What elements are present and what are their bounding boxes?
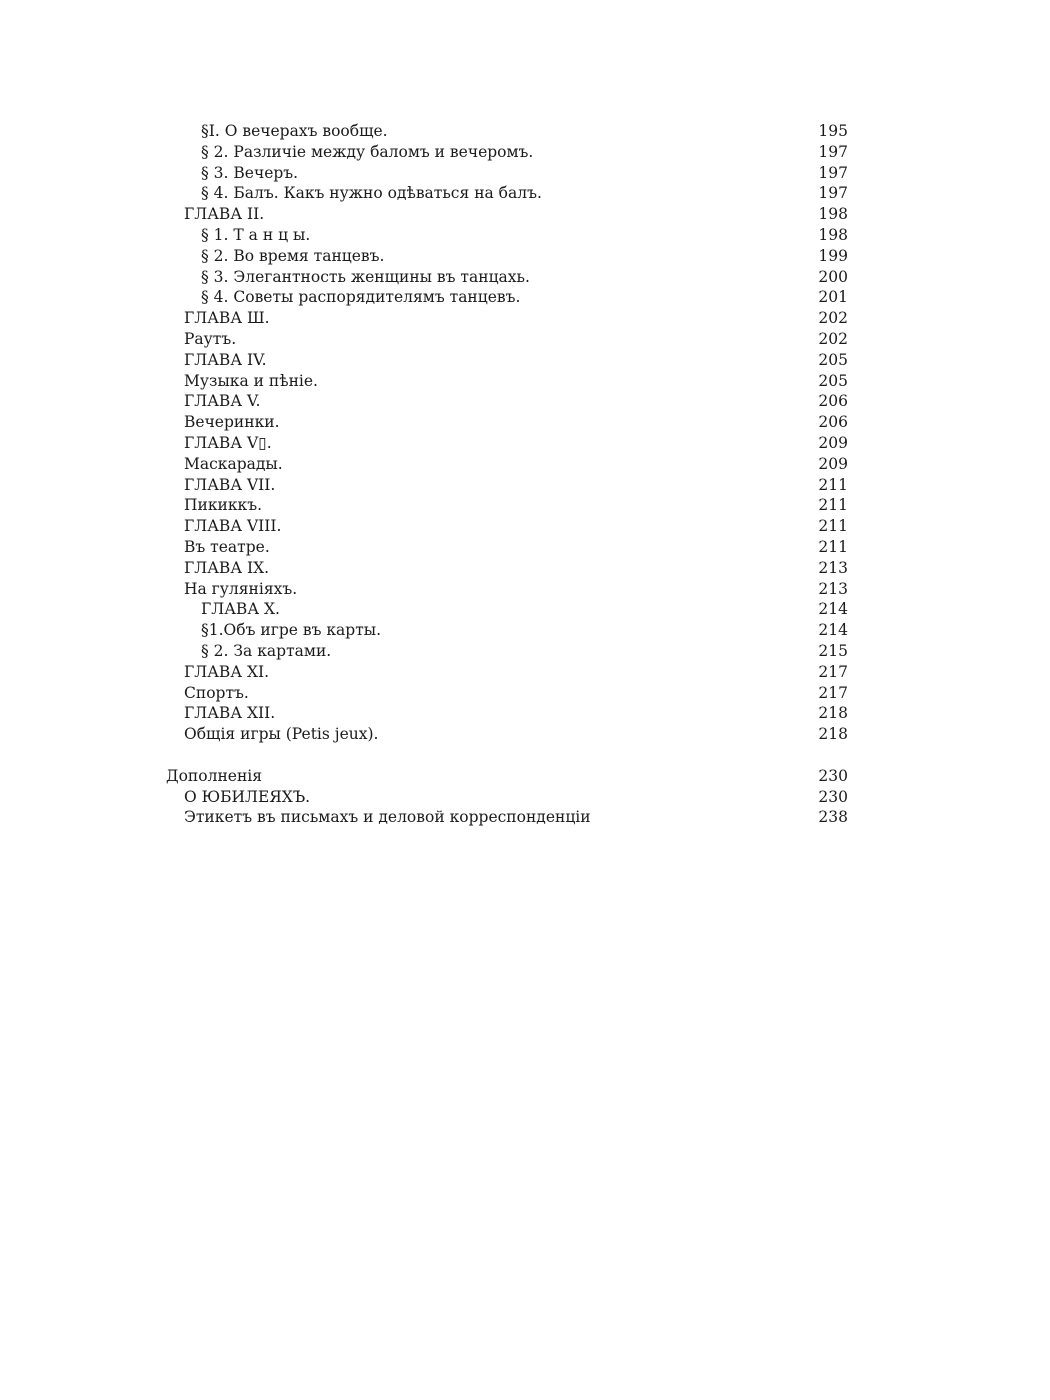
toc-entry-page: 197 (818, 163, 848, 182)
toc-entry-title: Пикиккъ. (184, 496, 263, 515)
toc-entry (166, 641, 848, 662)
toc-entry-title: § 4. Советы распорядителямъ танцевъ. (201, 288, 521, 307)
toc-entry (166, 225, 848, 246)
toc-entry (166, 163, 848, 184)
toc-chapter (166, 516, 848, 537)
toc-entry-page: 198 (818, 225, 848, 244)
toc-entry-page: 213 (818, 558, 848, 577)
toc-entry-page: 202 (818, 309, 848, 328)
toc-entry-page: 213 (818, 579, 848, 598)
toc-entry-page: 198 (818, 205, 848, 224)
toc-chapter-title: ГЛАВА V. (184, 392, 261, 411)
toc-entry-title: §I. О вечерахъ вообще. (201, 122, 388, 140)
toc-entry-page: 202 (818, 329, 848, 348)
toc-entry-page: 230 (818, 787, 848, 806)
toc-entry-title: Раутъ. (184, 329, 237, 348)
toc-chapter (166, 558, 848, 579)
toc-entry-page: 211 (818, 475, 848, 494)
toc-chapter (166, 703, 848, 724)
toc-entry-title: На гуляніяхъ. (184, 579, 298, 598)
toc-entry (166, 412, 848, 433)
toc-entry (166, 329, 848, 350)
toc-entry-title: Спортъ. (184, 683, 249, 702)
toc-entry-page: 197 (818, 142, 848, 161)
toc-entry-page: 218 (818, 704, 848, 723)
toc-entry-page: 201 (818, 288, 848, 307)
toc-entry-title: § 2. За картами. (201, 641, 332, 660)
toc-entry-title: §1.Объ игре въ карты. (201, 621, 382, 640)
toc-entry-title: Этикетъ въ письмахъ и деловой корреспонденціи (184, 808, 591, 827)
toc-entry-title: § 4. Балъ. Какъ нужно одѣваться на балъ. (201, 184, 542, 203)
toc-chapter-title: ГЛАВА IX. (184, 558, 270, 577)
toc-section-title: Дополненія (166, 766, 263, 785)
toc-chapter (166, 350, 848, 371)
toc-entry-page: 199 (818, 246, 848, 265)
toc-entry-title: Музыка и пѣніе. (184, 371, 318, 390)
toc-section (166, 766, 848, 787)
toc-entry-title: Общія игры (Petis jeux). (184, 725, 379, 744)
toc-entry-page: 206 (818, 392, 848, 411)
toc-entry (166, 683, 848, 704)
toc-chapter-title: ГЛАВА Ш. (184, 309, 270, 328)
toc-entry (166, 121, 848, 142)
toc-entry-page: 200 (818, 267, 848, 286)
toc-chapter-title: ГЛАВА V▯. (184, 433, 272, 452)
toc-chapter-title: ГЛАВА XI. (184, 662, 270, 681)
toc-entry-title: Вечеринки. (184, 413, 280, 432)
toc-chapter-title: ГЛАВА VIII. (184, 517, 282, 536)
toc-entry (166, 807, 848, 828)
toc-entry-page: 197 (818, 184, 848, 203)
toc-entry-page: 217 (818, 662, 848, 681)
toc-entry-page: 211 (818, 496, 848, 515)
toc-entry-page: 230 (818, 766, 848, 785)
toc-entry-title: § 3. Вечеръ. (201, 163, 299, 182)
toc-entry (166, 287, 848, 308)
toc-entry (166, 579, 848, 600)
toc-entry-page: 206 (818, 413, 848, 432)
toc-chapter (166, 599, 848, 620)
toc-entry-page: 218 (818, 725, 848, 744)
toc-entry-title: О ЮБИЛЕЯХЪ. (184, 787, 311, 806)
toc-entry-page: 214 (818, 621, 848, 640)
table-of-contents (166, 121, 848, 828)
toc-entry-page: 215 (818, 641, 848, 660)
toc-chapter-title: ГЛАВА X. (201, 600, 280, 619)
toc-entry (166, 267, 848, 288)
toc-entry (166, 724, 848, 745)
toc-entry-title: § 1. Т а н ц ы. (201, 225, 311, 244)
toc-entry (166, 454, 848, 475)
toc-entry (166, 142, 848, 163)
toc-entry-page: 211 (818, 517, 848, 536)
toc-entry-page: 205 (818, 350, 848, 369)
toc-entry-page: 209 (818, 454, 848, 473)
toc-entry-page: 214 (818, 600, 848, 619)
toc-entry (166, 183, 848, 204)
toc-entry-page: 205 (818, 371, 848, 390)
toc-entry (166, 371, 848, 392)
toc-entry-title: § 2. Во время танцевъ. (201, 246, 385, 265)
toc-chapter-title: ГЛАВА II. (184, 205, 265, 224)
toc-entry-page: 211 (818, 537, 848, 556)
toc-entry-title: Въ театре. (184, 537, 270, 556)
toc-entry (166, 537, 848, 558)
toc-entry-page: 238 (818, 808, 848, 827)
toc-entry-page: 209 (818, 433, 848, 452)
toc-chapter (166, 308, 848, 329)
toc-entry-page: 195 (818, 122, 848, 140)
toc-entry (166, 620, 848, 641)
toc-chapter (166, 433, 848, 454)
toc-chapter-title: ГЛАВА XII. (184, 704, 276, 723)
toc-chapter (166, 391, 848, 412)
toc-entry-title: § 3. Элегантность женщины въ танцахь. (201, 267, 530, 286)
toc-entry (166, 787, 848, 808)
toc-chapter-title: ГЛАВА IV. (184, 350, 267, 369)
toc-entry (166, 495, 848, 516)
toc-entry-title: § 2. Различіе между баломъ и вечеромъ. (201, 142, 534, 161)
toc-entry (166, 246, 848, 267)
toc-chapter (166, 475, 848, 496)
toc-entry-title: Маскарады. (184, 454, 283, 473)
toc-chapter-title: ГЛАВА VII. (184, 475, 276, 494)
toc-chapter (166, 204, 848, 225)
toc-entry-page: 217 (818, 683, 848, 702)
toc-chapter (166, 662, 848, 683)
